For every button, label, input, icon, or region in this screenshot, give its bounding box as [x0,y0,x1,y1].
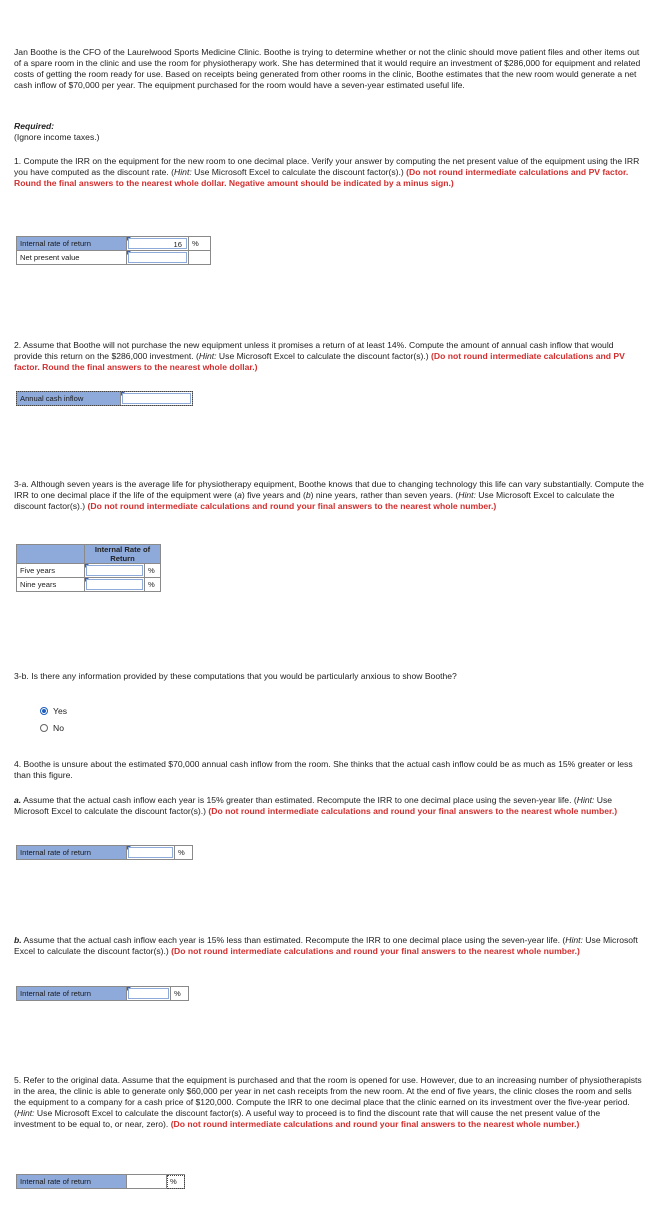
irr-label: Internal rate of return [17,1175,127,1189]
table-row [17,987,189,1001]
five-years-irr-input[interactable] [85,564,145,578]
table-row [17,545,161,564]
radio-label-yes: Yes [53,706,68,716]
npv-unit [189,251,211,265]
question-4-text: 4. Boothe is unsure about the estimated $70,000 annual cash inflow from the room. She thinks that the actual cash inflow could be as much as 15% greater or less than this figure. [14,759,633,780]
question-5-text: 5. Refer to the original data. Assume that the equipment is purchased and that the room is opened for use. However, due to an increasing number of physiotherapists in the area, the clinic is able to generate only $60,000 per year in net cash receipts from the new room. At the end of five years, the clinic closes the room and sells the equipment to a company for a cash price of $120,000. Compute the IRR to one decimal place that the clinic earned on its investment over the five-year period. (Hint: Use Microsoft Excel to calculate the discount factor(s). A useful way to proceed is to find the discount rate that will cause the net present value of the investment to be equal to, or near, zero). (Do not round intermediate calculations and round your final answers to the nearest whole number.) [14,1075,642,1129]
table-row [17,846,193,860]
table-row [17,564,161,578]
question-1-text: 1. Compute the IRR on the equipment for the new room to one decimal place. Verify your answer by computing the net present value of the equipment using the IRR you have computed as the discount rate. (Hint: Use Microsoft Excel to calculate the discount factor(s).) (Do not round intermediate calculations and PV factor. Round the final answers to the nearest whole dollar. Negative amount should be indicated by a minus sign.) [14,156,640,188]
table-row [17,392,193,406]
five-years-label: Five years [17,564,85,578]
q4a-answer-table [16,845,193,860]
percent-unit: % [171,987,189,1001]
nine-years-irr-input[interactable] [85,578,145,592]
q4b-irr-input[interactable] [127,987,171,1001]
question-3a-text: 3-a. Although seven years is the average life for physiotherapy equipment, Boothe knows that due to changing technology this life can vary substantially. Compute the IRR to one decimal place if the life of the equipment were (a) five years and (b) nine years, rather than seven years. (Hint: Use Microsoft Excel to calculate the discount factor(s).) (Do not round intermediate calculations and round your final answers to the nearest whole number.) [14,479,644,511]
required-heading: Required: [14,121,55,131]
radio-selected-icon[interactable] [40,707,48,715]
question-4a-text: a. Assume that the actual cash inflow each year is 15% greater than estimated. Recompute the IRR to one decimal place using the seven-year life. (Hint: Use Microsoft Excel to calculate the discount factor(s).) (Do not round intermediate calculations and round your final answers to the nearest whole number.) [14,795,618,816]
irr-input[interactable]: 16 [127,237,189,251]
irr-label: Internal rate of return [17,987,127,1001]
problem-intro: Jan Boothe is the CFO of the Laurelwood Sports Medicine Clinic. Boothe is trying to determine whether or not the clinic should move patient files and other items out of a spare room in the clinic and use the room for physiotherapy work. She has determined that it would require an investment of $286,000 for equipment and related costs of getting the room ready for use. Based on receipts being generated from other rooms in the clinic, Boothe estimates that the new room would generate a net cash inflow of $70,000 per year. The equipment purchased for the room would have a seven-year estimated useful life. [14,47,641,90]
q1-answer-table [16,236,211,265]
question-3b-text: 3-b. Is there any information provided by these computations that you would be particularly anxious to show Boothe? [14,671,457,681]
radio-unselected-icon[interactable] [40,724,48,732]
irr-label: Internal rate of return [17,237,127,251]
table-row [17,578,161,592]
percent-unit: % [167,1175,185,1189]
irr-column-header: Internal Rate of Return [85,545,161,564]
required-note: (Ignore income taxes.) [14,132,100,142]
annual-cash-inflow-input[interactable] [121,392,193,406]
percent-unit: % [189,237,211,251]
question-2-text: 2. Assume that Boothe will not purchase the new equipment unless it promises a return of at least 14%. Compute the amount of annual cash inflow that would provide this return on the $286,000 investment. (Hint: Use Microsoft Excel to calculate the discount factor(s).) (Do not round intermediate calculations and PV factor. Round the final answers to the nearest whole dollar.) [14,340,625,372]
percent-unit: % [175,846,193,860]
nine-years-label: Nine years [17,578,85,592]
question-4b-text: b. Assume that the actual cash inflow each year is 15% less than estimated. Recompute the IRR to one decimal place using the seven-year life. (Hint: Use Microsoft Excel to calculate the discount factor(s).) (Do not round intermediate calculations and round your final answers to the nearest whole number.) [14,935,638,956]
radio-option-yes[interactable] [40,706,67,716]
q4a-irr-input[interactable] [127,846,175,860]
npv-input[interactable] [127,251,189,265]
q2-answer-table [16,391,193,406]
percent-unit: % [145,564,161,578]
q5-answer-table [16,1174,185,1189]
table-row [17,1175,185,1189]
percent-unit: % [145,578,161,592]
radio-option-no[interactable] [40,723,64,733]
annual-cash-inflow-label: Annual cash inflow [17,392,121,406]
table-row [17,237,211,251]
q5-irr-input[interactable] [127,1175,167,1189]
q4b-answer-table [16,986,189,1001]
npv-label: Net present value [17,251,127,265]
blank-header [17,545,85,564]
radio-label-no: No [53,723,64,733]
q3a-answer-table [16,544,161,592]
irr-label: Internal rate of return [17,846,127,860]
table-row [17,251,211,265]
